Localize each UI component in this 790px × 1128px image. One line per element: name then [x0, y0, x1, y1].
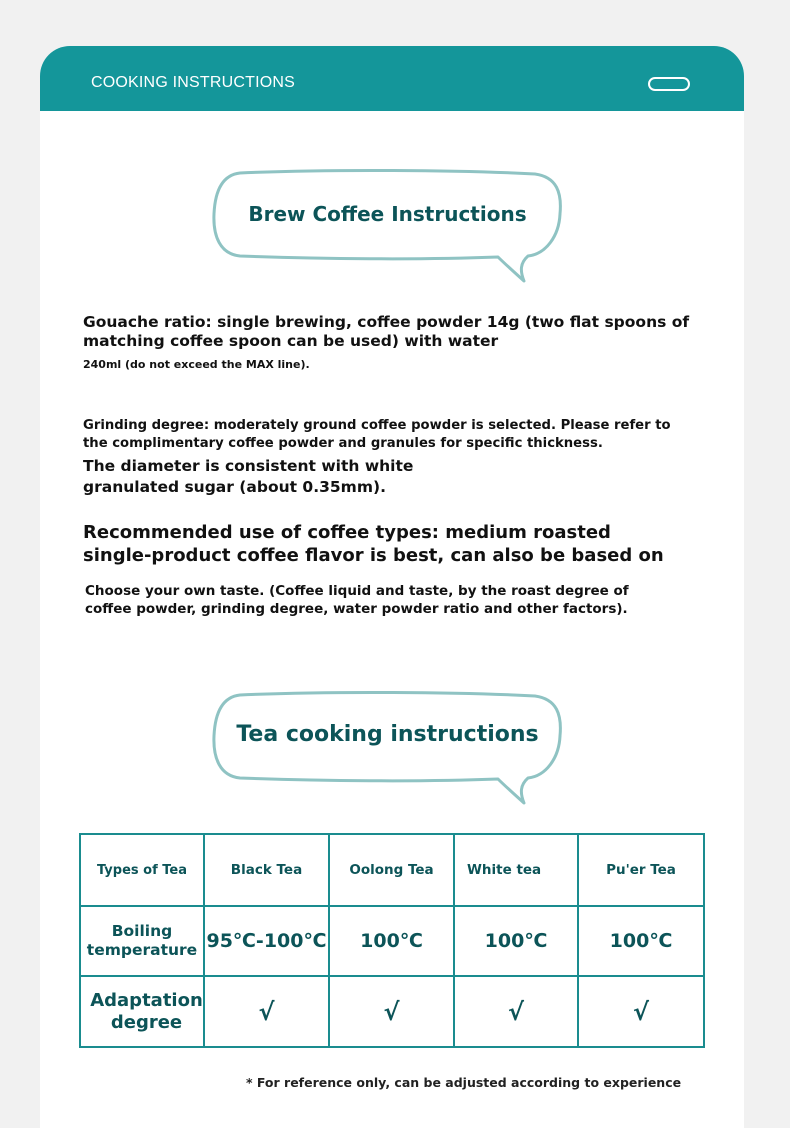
ratio-line-3: 240ml (do not exceed the MAX line).	[83, 358, 310, 371]
types-line-4: coffee powder, grinding degree, water powder ratio and other factors).	[85, 601, 628, 617]
table-cell: 100℃	[578, 906, 704, 976]
boiling-label-line-1: Boiling	[111, 922, 173, 940]
grind-line-1: Grinding degree: moderately ground coffee powder is selected. Please refer to	[83, 418, 671, 433]
table-header-cell: Black Tea	[204, 834, 329, 906]
table-row	[80, 976, 704, 1047]
table-cell: 100℃	[329, 906, 454, 976]
table-row	[80, 906, 704, 976]
speech-bubble-icon	[210, 168, 565, 286]
ratio-line-2: matching coffee spoon can be used) with water	[83, 332, 499, 350]
types-line-1: Recommended use of coffee types: medium roasted	[83, 522, 611, 543]
table-header-cell: White tea	[454, 834, 578, 906]
boiling-temperature-label	[80, 906, 204, 976]
table-header-cell: Types of Tea	[80, 834, 204, 906]
table-header-cell: Pu'er Tea	[578, 834, 704, 906]
tea-heading: Tea cooking instructions	[236, 722, 539, 747]
adaptation-label-line-2: degree	[110, 1011, 183, 1033]
grind-line-3: The diameter is consistent with white	[83, 457, 414, 475]
instructions-card	[40, 46, 744, 1128]
table-row	[80, 834, 704, 906]
table-cell: 100℃	[454, 906, 578, 976]
boiling-label-line-2: temperature	[86, 941, 198, 959]
header-bar	[40, 46, 744, 111]
coffee-heading: Brew Coffee Instructions	[248, 202, 527, 226]
menu-pill-icon[interactable]	[648, 77, 690, 91]
types-line-2: single-product coffee flavor is best, can also be based on	[83, 545, 664, 566]
types-line-3: Choose your own taste. (Coffee liquid and taste, by the roast degree of	[85, 583, 629, 599]
page-title: COOKING INSTRUCTIONS	[91, 74, 296, 91]
adaptation-degree-label	[80, 976, 204, 1047]
check-mark-icon: √	[454, 976, 578, 1047]
speech-bubble-icon	[210, 690, 565, 808]
tea-table	[79, 833, 705, 1048]
grind-line-4: granulated sugar (about 0.35mm).	[83, 478, 386, 496]
coffee-heading-bubble	[210, 168, 565, 286]
adaptation-label-line-1: Adaptation	[90, 989, 203, 1011]
grind-line-2: the complimentary coffee powder and granules for specific thickness.	[83, 436, 603, 451]
table-cell: 95℃-100℃	[204, 906, 329, 976]
check-mark-icon: √	[578, 976, 704, 1047]
table-header-cell: Oolong Tea	[329, 834, 454, 906]
check-mark-icon: √	[204, 976, 329, 1047]
ratio-line-1: Gouache ratio: single brewing, coffee powder 14g (two flat spoons of	[83, 313, 690, 331]
tea-heading-bubble	[210, 690, 565, 808]
reference-note: * For reference only, can be adjusted according to experience	[246, 1075, 682, 1090]
check-mark-icon: √	[329, 976, 454, 1047]
